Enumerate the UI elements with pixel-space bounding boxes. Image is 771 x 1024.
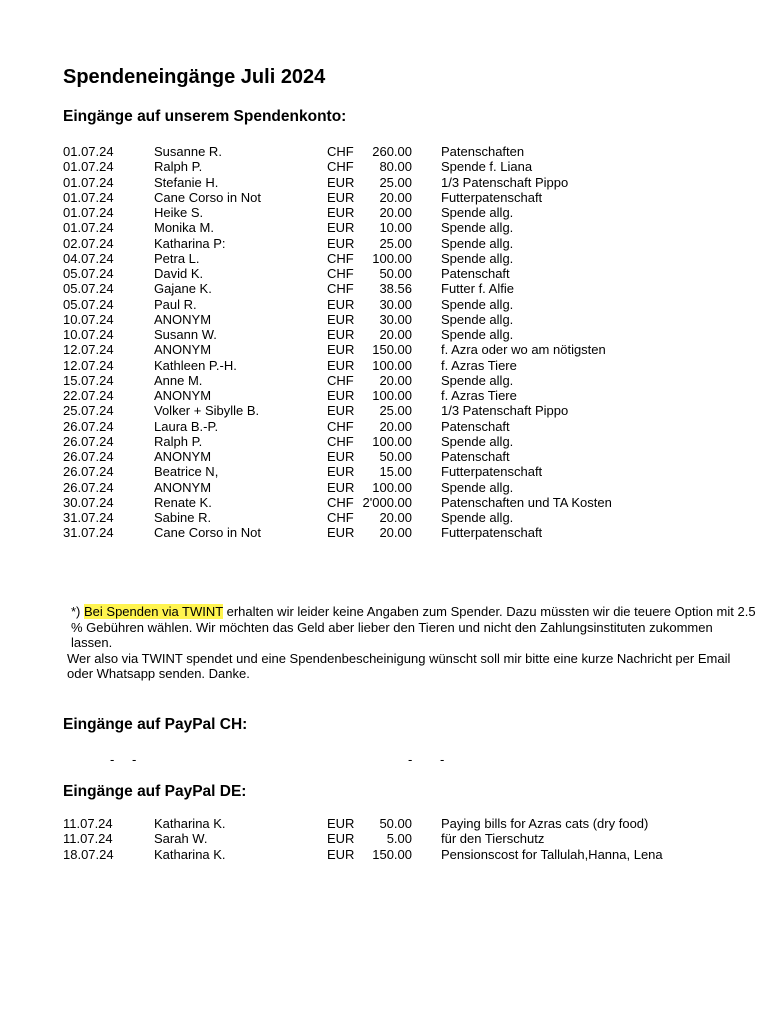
currency-cell: EUR [327, 403, 355, 419]
currency-cell: EUR [327, 205, 355, 220]
name-cell: Laura B.-P. [154, 418, 219, 434]
table-row [0, 175, 771, 190]
date-cell: 05.07.24 [63, 281, 114, 297]
purpose-cell: Futterpatenschaft [441, 525, 543, 541]
twint-note-line2: Wer also via TWINT spendet und eine Spendenbescheinigung wünscht soll mir bitte eine kurze Nachricht per Email oder Whatsapp senden. Danke. [67, 650, 731, 681]
name-cell: Anne M. [154, 372, 203, 388]
amount-cell: 100.00 [372, 479, 412, 495]
paypal-de-heading: Eingänge auf PayPal DE: [63, 783, 247, 800]
twint-note-prefix: *) [71, 604, 84, 619]
table-row [0, 510, 771, 525]
paypal-ch-placeholder: - [110, 752, 115, 767]
amount-cell: 5.00 [386, 831, 412, 847]
name-cell: Heike S. [154, 205, 204, 220]
name-cell: Susann W. [154, 327, 217, 342]
paypal-ch-placeholder: - [408, 752, 413, 767]
name-cell: Cane Corso in Not [154, 189, 261, 205]
currency-cell: EUR [327, 311, 355, 327]
currency-cell: EUR [327, 327, 355, 342]
currency-cell: EUR [327, 388, 355, 403]
amount-cell: 20.00 [379, 205, 412, 220]
currency-cell: CHF [327, 159, 354, 175]
name-cell: Kathleen P.-H. [154, 357, 237, 373]
table-row [0, 495, 771, 510]
date-cell: 30.07.24 [63, 494, 114, 510]
table-row [0, 373, 771, 388]
currency-cell: EUR [327, 831, 355, 847]
table-row [0, 281, 771, 296]
amount-cell: 100.00 [372, 250, 412, 266]
date-cell: 18.07.24 [63, 846, 114, 862]
date-cell: 04.07.24 [63, 250, 114, 266]
name-cell: Ralph P. [154, 433, 203, 449]
date-cell: 11.07.24 [63, 831, 113, 847]
name-cell: Petra L. [154, 250, 200, 266]
twint-note-text: erhalten wir leider keine Angaben zum Spender. Dazu müssten wir die teuere Option mit 2.5 % Gebühren wählen. Wir möchten das Geld aber lieber den Tieren und nicht den Zahlungsinstituten zukommen lassen. [71, 604, 756, 650]
amount-cell: 2'000.00 [362, 494, 412, 510]
date-cell: 31.07.24 [63, 510, 114, 525]
table-row [0, 847, 771, 862]
name-cell: Monika M. [154, 220, 214, 236]
table-row [0, 449, 771, 464]
currency-cell: EUR [327, 525, 355, 541]
date-cell: 11.07.24 [63, 816, 113, 831]
page-title: Spendeneingänge Juli 2024 [63, 66, 326, 88]
twint-note-highlight: Bei Spenden via TWINT [84, 604, 223, 619]
amount-cell: 50.00 [379, 816, 412, 831]
purpose-cell: Patenschaften und TA Kosten [441, 494, 612, 510]
name-cell: Ralph P. [154, 159, 203, 175]
date-cell: 01.07.24 [63, 220, 114, 236]
paypal-ch-empty-row [0, 752, 771, 768]
account-section-heading: Eingänge auf unserem Spendenkonto: [63, 108, 347, 125]
table-row [0, 403, 771, 418]
currency-cell: EUR [327, 189, 355, 205]
amount-cell: 260.00 [372, 144, 412, 159]
currency-cell: EUR [327, 464, 355, 480]
purpose-cell: Spende f. Liana [441, 159, 533, 175]
table-row [0, 236, 771, 251]
paypal-ch-placeholder: - [440, 752, 445, 767]
name-cell: Stefanie H. [154, 174, 219, 190]
table-row [0, 464, 771, 479]
currency-cell: CHF [327, 494, 354, 510]
name-cell: ANONYM [154, 449, 212, 464]
currency-cell: CHF [327, 281, 354, 297]
purpose-cell: Paying bills for Azras cats (dry food) [441, 816, 649, 831]
table-row [0, 419, 771, 434]
currency-cell: CHF [327, 418, 354, 434]
date-cell: 26.07.24 [63, 449, 114, 464]
currency-cell: EUR [327, 220, 355, 236]
purpose-cell: Spende allg. [441, 235, 514, 251]
purpose-cell: 1/3 Patenschaft Pippo [441, 403, 569, 419]
paypal-ch-placeholder: - [132, 752, 137, 767]
table-row [0, 388, 771, 403]
date-cell: 10.07.24 [63, 327, 114, 342]
date-cell: 05.07.24 [63, 296, 114, 312]
currency-cell: EUR [327, 174, 355, 190]
twint-note [67, 604, 757, 682]
date-cell: 26.07.24 [63, 433, 114, 449]
purpose-cell: Futter f. Alfie [441, 281, 514, 297]
currency-cell: EUR [327, 235, 355, 251]
date-cell: 05.07.24 [63, 266, 114, 281]
name-cell: Katharina K. [154, 816, 226, 831]
date-cell: 01.07.24 [63, 144, 114, 159]
name-cell: Gajane K. [154, 281, 212, 297]
name-cell: ANONYM [154, 479, 212, 495]
table-row [0, 525, 771, 540]
purpose-cell: Futterpatenschaft [441, 189, 543, 205]
currency-cell: EUR [327, 357, 355, 373]
purpose-cell: Spende allg. [441, 479, 514, 495]
currency-cell: EUR [327, 846, 355, 862]
purpose-cell: Patenschaft [441, 266, 510, 281]
account-donations-table [0, 144, 771, 541]
table-row [0, 144, 771, 159]
amount-cell: 30.00 [379, 311, 412, 327]
purpose-cell: f. Azra oder wo am nötigsten [441, 342, 606, 358]
purpose-cell: Spende allg. [441, 433, 514, 449]
amount-cell: 100.00 [372, 357, 412, 373]
table-row [0, 220, 771, 235]
amount-cell: 20.00 [379, 327, 412, 342]
name-cell: Katharina K. [154, 846, 226, 862]
amount-cell: 20.00 [379, 372, 412, 388]
name-cell: Renate K. [154, 494, 212, 510]
amount-cell: 150.00 [372, 846, 412, 862]
purpose-cell: Spende allg. [441, 205, 514, 220]
date-cell: 26.07.24 [63, 418, 114, 434]
purpose-cell: Patenschaft [441, 418, 510, 434]
amount-cell: 20.00 [379, 418, 412, 434]
amount-cell: 38.56 [379, 281, 412, 297]
name-cell: Volker + Sibylle B. [154, 403, 260, 419]
name-cell: Cane Corso in Not [154, 525, 261, 541]
table-row [0, 251, 771, 266]
amount-cell: 150.00 [372, 342, 412, 358]
currency-cell: EUR [327, 816, 355, 831]
purpose-cell: Spende allg. [441, 327, 514, 342]
table-row [0, 342, 771, 357]
amount-cell: 50.00 [379, 266, 412, 281]
purpose-cell: Spende allg. [441, 311, 514, 327]
amount-cell: 15.00 [379, 464, 412, 480]
purpose-cell: f. Azras Tiere [441, 388, 517, 403]
amount-cell: 20.00 [379, 525, 412, 541]
amount-cell: 20.00 [379, 510, 412, 525]
table-row [0, 816, 771, 831]
date-cell: 25.07.24 [63, 403, 114, 419]
purpose-cell: Spende allg. [441, 510, 514, 525]
table-row [0, 266, 771, 281]
currency-cell: CHF [327, 266, 354, 281]
paypal-ch-heading: Eingänge auf PayPal CH: [63, 716, 248, 733]
table-row [0, 190, 771, 205]
date-cell: 01.07.24 [63, 205, 114, 220]
date-cell: 15.07.24 [63, 372, 114, 388]
purpose-cell: Futterpatenschaft [441, 464, 543, 480]
date-cell: 01.07.24 [63, 174, 114, 190]
currency-cell: EUR [327, 296, 355, 312]
purpose-cell: 1/3 Patenschaft Pippo [441, 174, 569, 190]
name-cell: Susanne R. [154, 144, 222, 159]
date-cell: 12.07.24 [63, 357, 114, 373]
table-row [0, 480, 771, 495]
date-cell: 26.07.24 [63, 479, 114, 495]
amount-cell: 100.00 [372, 388, 412, 403]
date-cell: 26.07.24 [63, 464, 114, 480]
name-cell: Sarah W. [154, 831, 208, 847]
name-cell: ANONYM [154, 342, 212, 358]
table-row [0, 831, 771, 846]
table-row [0, 297, 771, 312]
amount-cell: 25.00 [379, 235, 412, 251]
currency-cell: CHF [327, 250, 354, 266]
purpose-cell: Spende allg. [441, 296, 514, 312]
currency-cell: CHF [327, 372, 354, 388]
amount-cell: 20.00 [379, 189, 412, 205]
name-cell: Beatrice N, [154, 464, 219, 480]
date-cell: 02.07.24 [63, 235, 114, 251]
name-cell: Katharina P: [154, 235, 226, 251]
currency-cell: EUR [327, 479, 355, 495]
date-cell: 31.07.24 [63, 525, 114, 541]
currency-cell: CHF [327, 144, 354, 159]
date-cell: 01.07.24 [63, 189, 114, 205]
amount-cell: 25.00 [379, 403, 412, 419]
name-cell: Paul R. [154, 296, 197, 312]
table-row [0, 327, 771, 342]
date-cell: 22.07.24 [63, 388, 114, 403]
table-row [0, 205, 771, 220]
purpose-cell: Pensionscost for Tallulah,Hanna, Lena [441, 846, 663, 862]
table-row [0, 358, 771, 373]
name-cell: Sabine R. [154, 510, 212, 525]
amount-cell: 80.00 [379, 159, 412, 175]
amount-cell: 30.00 [379, 296, 412, 312]
purpose-cell: f. Azras Tiere [441, 357, 517, 373]
purpose-cell: Spende allg. [441, 250, 514, 266]
amount-cell: 10.00 [379, 220, 412, 236]
currency-cell: CHF [327, 510, 354, 525]
amount-cell: 100.00 [372, 433, 412, 449]
purpose-cell: Patenschaften [441, 144, 525, 159]
table-row [0, 159, 771, 174]
table-row [0, 312, 771, 327]
amount-cell: 25.00 [379, 174, 412, 190]
date-cell: 01.07.24 [63, 159, 114, 175]
paypal-de-table [0, 816, 771, 862]
name-cell: David K. [154, 266, 204, 281]
name-cell: ANONYM [154, 388, 212, 403]
currency-cell: CHF [327, 433, 354, 449]
date-cell: 10.07.24 [63, 311, 114, 327]
table-row [0, 434, 771, 449]
purpose-cell: Patenschaft [441, 449, 510, 464]
purpose-cell: Spende allg. [441, 220, 514, 236]
date-cell: 12.07.24 [63, 342, 114, 358]
purpose-cell: Spende allg. [441, 372, 514, 388]
name-cell: ANONYM [154, 311, 212, 327]
amount-cell: 50.00 [379, 449, 412, 464]
currency-cell: EUR [327, 449, 355, 464]
currency-cell: EUR [327, 342, 355, 358]
purpose-cell: für den Tierschutz [441, 831, 545, 847]
